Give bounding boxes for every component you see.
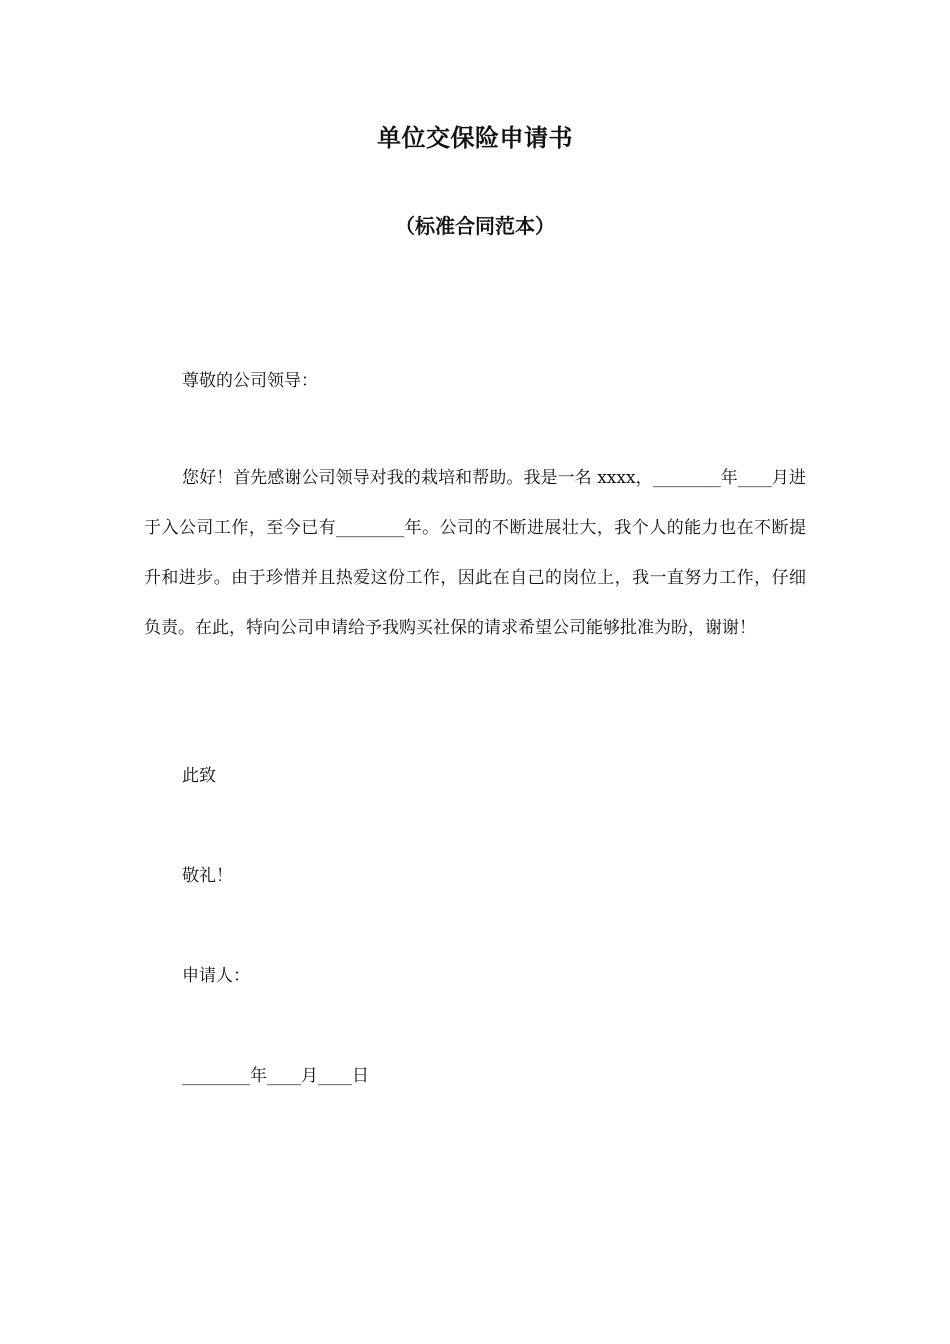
date-line: ________年____月____日 [182,1066,369,1086]
document-subtitle: （标准合同范本） [395,214,555,238]
body-paragraph: 您好！首先感谢公司领导对我的栽培和帮助。我是一名 xxxx，________年____月进于入公司工作，至今已有________年。公司的不断进展壮大，我个人的能力也在不断提升和进步。由于珍惜并且热爱这份工作，因此在自己的岗位上，我一直努力工作，仔细负责。在此，特向公司申请给予我购买社保的请求希望公司能够批准为盼，谢谢！ [144,468,806,638]
closing-line-1: 此致 [182,766,216,786]
document-title: 单位交保险申请书 [377,124,573,152]
applicant-label: 申请人： [182,966,250,986]
closing-line-2: 敬礼！ [182,866,233,886]
salutation: 尊敬的公司领导： [182,371,318,391]
